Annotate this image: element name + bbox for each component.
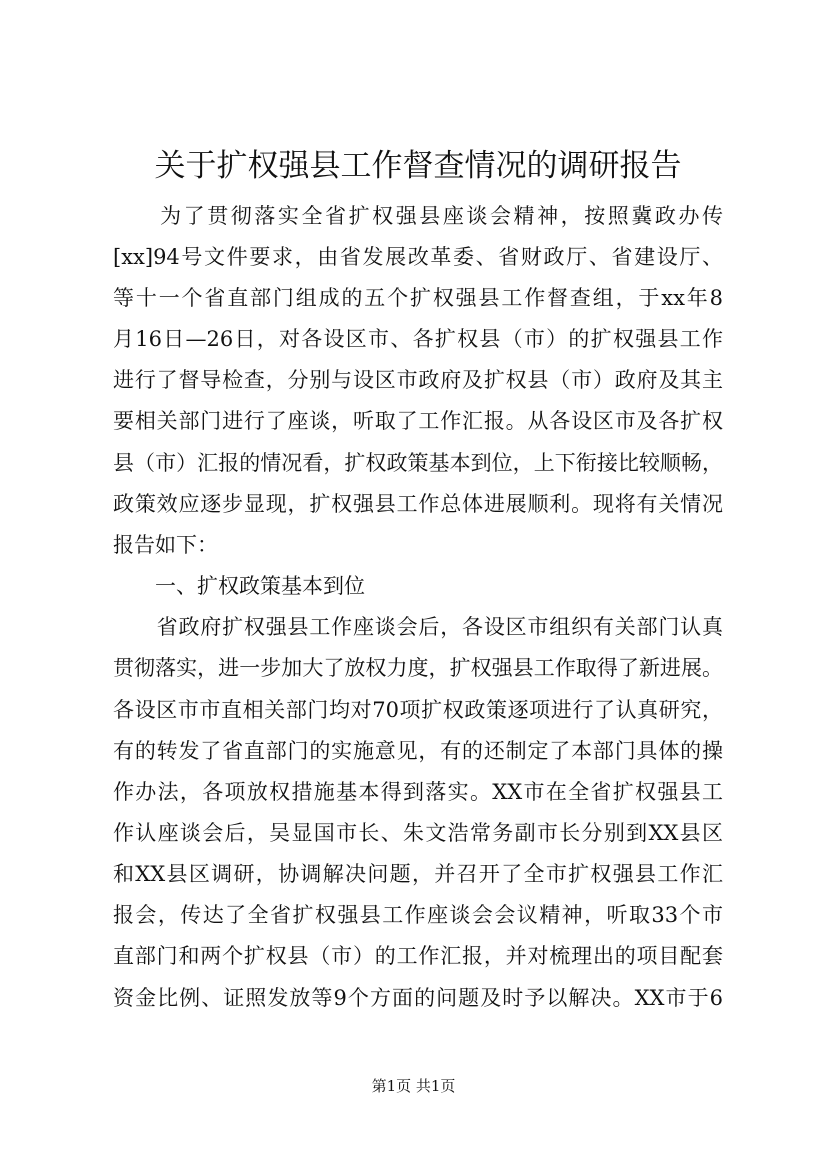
body-line: 各设区市市直相关部门均对70项扩权政策逐项进行了认真研究， <box>113 698 723 722</box>
body-line: 要相关部门进行了座谈，听取了工作汇报。从各设区市及各扩权 <box>113 409 723 433</box>
body-line: 省政府扩权强县工作座谈会后，各设区市组织有关部门认真 <box>113 615 723 639</box>
body-line: 报会，传达了全省扩权强县工作座谈会会议精神，听取33个市 <box>113 903 723 927</box>
body-line: 作认座谈会后，吴显国市长、朱文浩常务副市长分别到XX县区 <box>113 821 723 845</box>
body-line: 直部门和两个扩权县（市）的工作汇报，并对梳理出的项目配套 <box>113 944 723 968</box>
body-line: 月16日—26日，对各设区市、各扩权县（市）的扩权强县工作 <box>113 327 723 351</box>
body-line: [xx]94号文件要求，由省发展改革委、省财政厅、省建设厅、 <box>113 245 723 269</box>
body-line: 和XX县区调研，协调解决问题，并召开了全市扩权强县工作汇 <box>113 862 723 886</box>
body-line: 资金比例、证照发放等9个方面的问题及时予以解决。XX市于6 <box>113 986 723 1010</box>
body-line: 政策效应逐步显现，扩权强县工作总体进展顺利。现将有关情况 <box>113 492 723 516</box>
body-line: 等十一个省直部门组成的五个扩权强县工作督查组，于xx年8 <box>113 286 723 310</box>
body-line: 有的转发了省直部门的实施意见，有的还制定了本部门具体的操 <box>113 739 723 763</box>
body-line: 县（市）汇报的情况看，扩权政策基本到位，上下衔接比较顺畅， <box>113 451 723 475</box>
body-line: 作办法，各项放权措施基本得到落实。XX市在全省扩权强县工 <box>113 780 723 804</box>
body-line: 为了贯彻落实全省扩权强县座谈会精神，按照冀政办传 <box>113 204 723 228</box>
section-heading: 一、扩权政策基本到位 <box>113 574 365 598</box>
document-title: 关于扩权强县工作督查情况的调研报告 <box>154 148 682 184</box>
body-line: 报告如下： <box>113 533 218 557</box>
body-line: 进行了督导检查，分别与设区市政府及扩权县（市）政府及其主 <box>113 368 723 392</box>
page-footer: 第1页 共1页 <box>371 1077 456 1095</box>
body-line: 贯彻落实，进一步加大了放权力度，扩权强县工作取得了新进展。 <box>113 656 723 680</box>
